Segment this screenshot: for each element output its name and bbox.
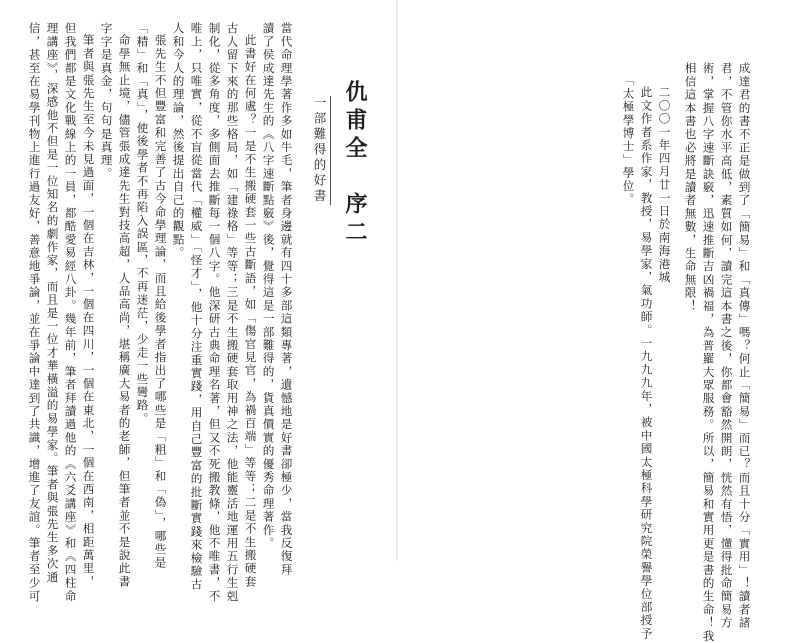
text-column: 筆者與張先生至今未見過面，一個在吉林，一個在四川，一個在東北，一個在西南，相距萬里，	[81, 34, 96, 589]
text-column: 字字是真金，句句是真理。	[99, 22, 114, 181]
text-column: 成達君的書不正是做到了「簡易」和「真傳」嗎？何止「簡易」而已？而且十分「實用」！讀者諸	[737, 62, 752, 630]
text-column: 制化，從多角度，多側面去推斷每一個八字。他深研古典命理名著，但又不死搬教條，他不唯書，不	[207, 22, 222, 603]
text-column: 理講座》，深感他不但是一位知名的劇作家，而且是一位才華橫溢的易學家。筆者與張先生多次通	[45, 22, 60, 584]
text-column: 但我們都是文化戰線上的一員，都酷愛易經八卦。幾年前，筆者拜讀過他的《六爻講座》和《四柱命	[63, 22, 78, 603]
text-column: 信，甚至在易學刊物上進行過友好，善意地爭論，並在爭論中達到了共識，增進了友誼。筆者至少可	[27, 22, 42, 603]
right-page	[398, 0, 793, 643]
text-column: 張先生不但豐富和完善了古今命學理論，而且給後學者指出了哪些是「粗」和「偽」，哪些是	[153, 34, 168, 570]
text-column: 當代命理學著作多如牛毛，筆者身邊就有四十多部這類專著，遺憾地是好書卻極少，當我反復拜	[279, 22, 294, 577]
text-column: 此書好在何處？一是不生搬硬套一些古斷語，如「傷官見官，為禍百端」等等；二是不生搬硬套	[243, 34, 258, 589]
text-column: 相信這本書也必將是讀者無數，生命無限！	[683, 62, 698, 313]
preface-title: 仇甫全 序二	[342, 80, 368, 248]
text-column: 「精」和「真」，使後學者不再陷入誤區，不再迷茫，少走一些彎路。	[135, 22, 150, 426]
text-column: 人和今人的理論，然後提出自己的觀點。	[171, 22, 186, 260]
text-column: 讀了侯成達先生的《八字速斷點竅》後，覺得這是一部難得的，貨真價實的優秀命理著作。	[261, 22, 276, 550]
text-column: 古人留下來的那些格局，如「建祿格」等等；三是不生搬硬套取用神之法，他能靈活地運用五行生剋	[225, 22, 240, 603]
text-column: 唯上，只唯實，從不盲從當代「權威」「怪才」，他十分注重實踐，用自己豐富的批斷實踐來檢驗古	[189, 22, 204, 592]
preface-subtitle: 一部難得的好書	[310, 96, 331, 205]
author-note-cont: 「太極學博士」學位。	[621, 74, 636, 206]
author-note: 此文作者系作家，教授，易學家，氣功師。一九九九年，被中國太極科學研究院榮譽學位部授予	[639, 86, 654, 641]
date-line: 二〇〇一年四月廿一日於南海港城	[657, 86, 672, 284]
text-column: 命學無止境，儘管張成達先生對技高超，人品高尚，堪稱廣大易者的老師，但筆者並不是說此書	[117, 34, 132, 589]
left-page	[0, 0, 398, 603]
text-column: 君，不管你水平高低，素質如何，讀完這本書之後，你都會豁然開朗，恍然有悟，懂得批命簡易方	[719, 62, 734, 630]
text-column: 術，掌握八字速斷訣竅，迅速推斷吉凶禍福，為普羅大眾服務。所以，簡易和實用更是書的生命！我	[701, 62, 716, 643]
